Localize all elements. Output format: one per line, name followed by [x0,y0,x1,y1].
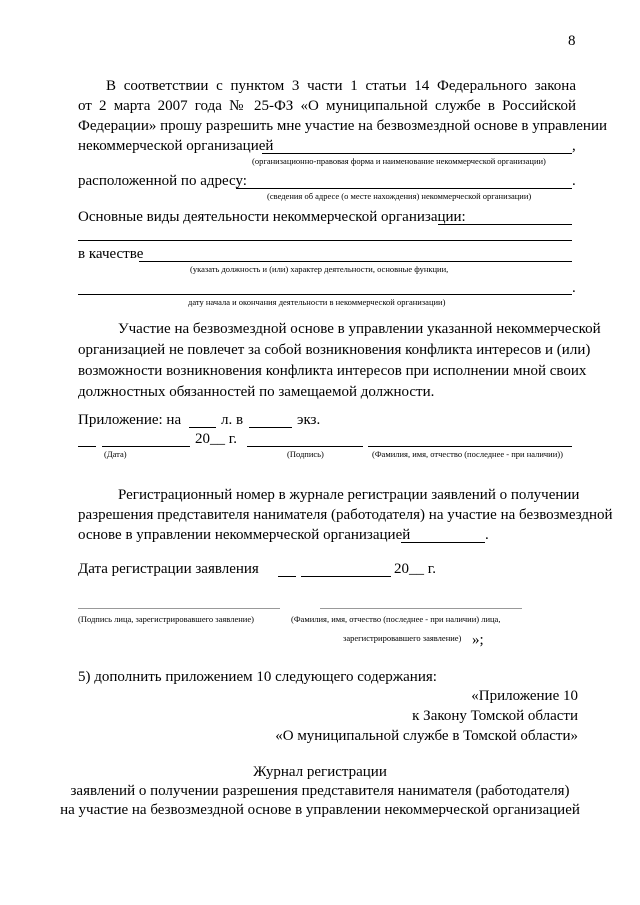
attachment-prefix: Приложение: на [78,412,182,428]
registration-year: 20__ г. [394,561,436,577]
address-hint: (сведения об адресе (о месте нахождения) некоммерческой организации) [267,191,532,201]
para3-last-line: основе в управлении некоммерческой организацией [78,527,411,543]
capacity-hint: (указать должность и (или) характер деятельности, основные функции, [190,264,449,274]
signature-year: 20__ г. [195,431,237,447]
capacity-suffix: . [572,280,576,296]
attachment-pages-line[interactable] [189,427,216,428]
date-hint: (Дата) [104,449,127,459]
capacity-label: в качестве [78,246,144,262]
registration-number-line[interactable] [401,542,485,543]
date-month-line[interactable] [102,446,190,447]
address-input-line[interactable] [236,188,572,189]
attachment-copies-line[interactable] [249,427,292,428]
registrar-closing: »; [472,632,484,648]
para2-line: Участие на безвозмездной основе в управлении указанной некоммерческой [118,321,601,337]
activities-input-line-2[interactable] [78,240,572,241]
registration-month-line[interactable] [301,576,391,577]
para1-line: Федерации» прошу разрешить мне участие на безвозмездной основе в управлении [78,118,607,134]
registration-date-label: Дата регистрации заявления [78,561,259,577]
para2-last-line: должностных обязанностей по замещаемой должности. [78,384,435,400]
name-hint: (Фамилия, имя, отчество (последнее - при наличии)) [372,449,563,459]
registrar-name-line[interactable] [320,608,522,609]
attachment-middle: л. в [221,412,244,428]
org-suffix: , [572,138,576,154]
signature-hint: (Подпись) [287,449,324,459]
appendix-line-2: к Закону Томской области [412,708,578,724]
capacity-input-line[interactable] [139,261,572,262]
registrar-name-hint-2: зарегистрировавшего заявление) [343,633,462,643]
org-input-line[interactable] [262,153,572,154]
signature-line[interactable] [247,446,363,447]
capacity-hint-2: дату начала и окончания деятельности в некоммерческой организации) [188,297,446,307]
org-hint: (организационно-правовая форма и наименование некоммерческой организации) [252,156,546,166]
capacity-input-line-2[interactable] [78,294,572,295]
registrar-name-hint: (Фамилия, имя, отчество (последнее - при наличии) лица, [291,614,501,624]
name-line[interactable] [368,446,572,447]
activities-input-line[interactable] [438,224,572,225]
registrar-signature-line[interactable] [78,608,280,609]
item-5: 5) дополнить приложением 10 следующего содержания: [78,669,437,685]
registration-day-line[interactable] [278,576,296,577]
date-day-line[interactable] [78,446,96,447]
para2-line: возможности возникновения конфликта интересов при исполнении мной своих [78,363,587,379]
para1-line: от 2 марта 2007 года № 25-ФЗ «О муниципальной службе в Российской [78,98,576,114]
para1-line: В соответствии с пунктом 3 части 1 статьи 14 Федерального закона [106,78,576,94]
journal-subtitle-2: на участие на безвозмездной основе в управлении некоммерческой организацией [60,802,580,818]
registrar-signature-hint: (Подпись лица, зарегистрировавшего заявление) [78,614,254,624]
journal-subtitle-1: заявлений о получении разрешения представителя нанимателя (работодателя) [70,783,570,799]
para3-line: Регистрационный номер в журнале регистрации заявлений о получении [118,487,580,503]
org-label: некоммерческой организацией [78,138,274,154]
address-label: расположенной по адресу: [78,173,247,189]
para2-line: организацией не повлечет за собой возникновения конфликта интересов и (или) [78,342,591,358]
journal-title: Журнал регистрации [253,764,387,780]
attachment-suffix: экз. [297,412,321,428]
appendix-line-1: «Приложение 10 [471,688,578,704]
page-number: 8 [568,33,576,49]
para3-line: разрешения представителя нанимателя (работодателя) на участие на безвозмездной [78,507,613,523]
address-suffix: . [572,173,576,189]
appendix-line-3: «О муниципальной службе в Томской области» [275,728,578,744]
para3-suffix: . [485,527,489,543]
activities-label: Основные виды деятельности некоммерческой организации: [78,209,466,225]
